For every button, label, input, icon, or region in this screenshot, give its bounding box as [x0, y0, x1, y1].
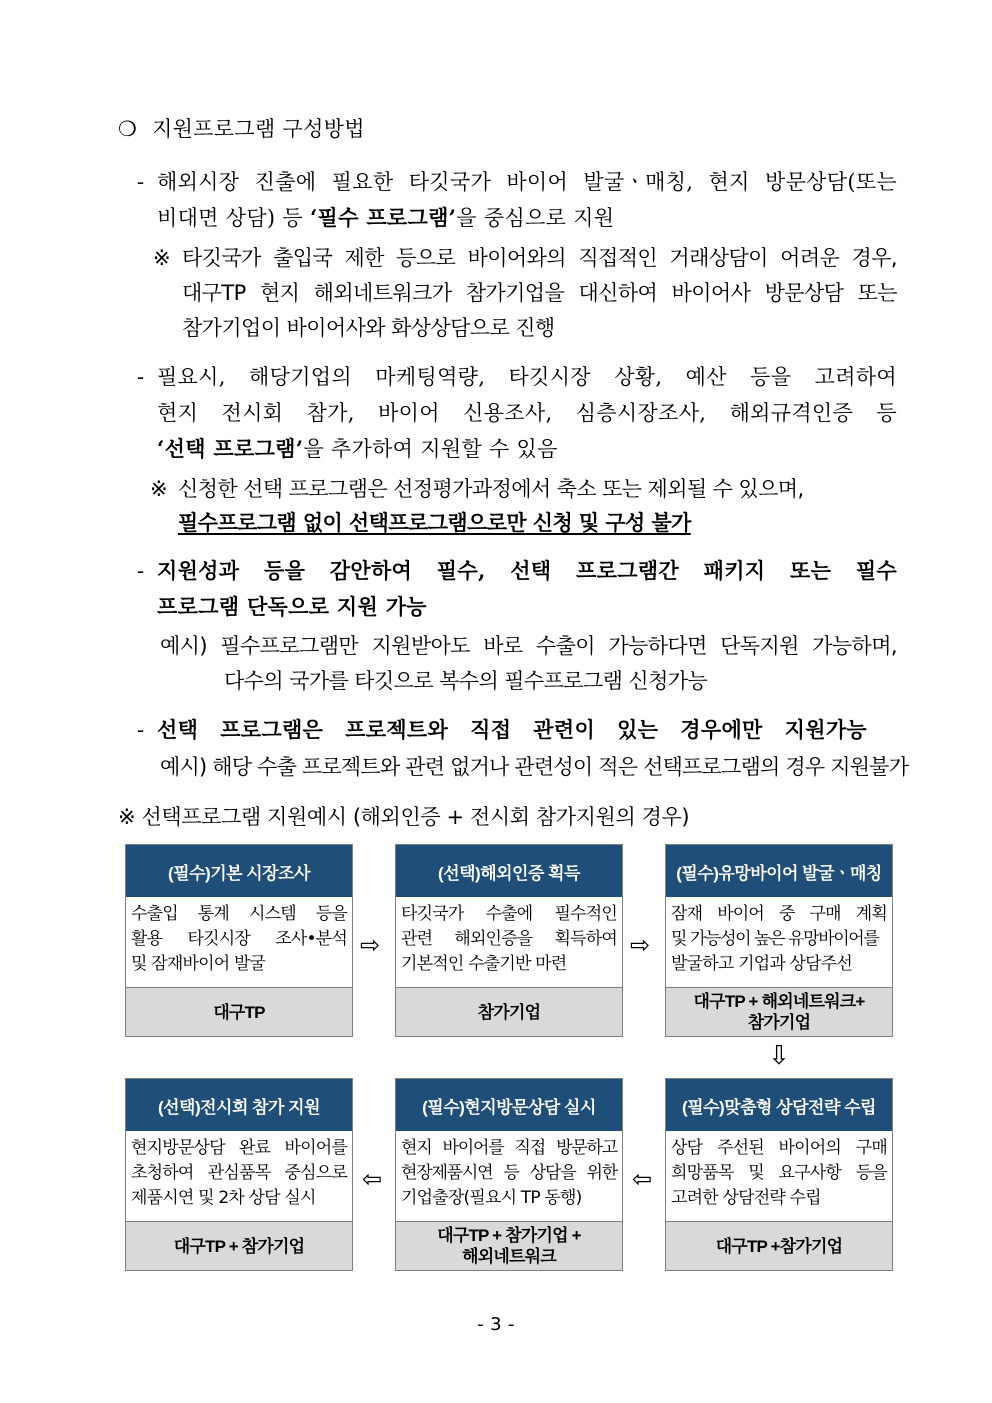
- flow-step-exhibition-support: [125, 1078, 353, 1271]
- flow-step-title: (필수)유망바이어 발굴ㆍ매칭: [666, 845, 892, 897]
- item-2-note-line-1: 신청한 선택 프로그램은 선정평가과정에서 축소 또는 제외될 수 있으며,: [178, 477, 804, 501]
- section-bullet: ❍: [118, 117, 138, 141]
- flow-step-basic-market-research: [125, 844, 353, 1037]
- item-2-line-2: 현지 전시회 참가, 바이어 신용조사, 심층시장조사, 해외규격인증 등: [157, 401, 897, 425]
- page-number: - 3 -: [477, 1314, 515, 1335]
- item-1-note-mark: ※: [153, 246, 171, 270]
- left-arrow-icon: ⇦: [632, 1165, 653, 1193]
- item-3-line-1: 지원성과 등을 감안하여 필수, 선택 프로그램간 패키지 또는 필수: [157, 558, 897, 583]
- flow-step-description: 현지방문상담 완료 바이어를 초청하여 관심품목 중심으로 제품시연 및 2차 상담 실시: [131, 1138, 347, 1208]
- flow-step-overseas-certification: [395, 844, 623, 1037]
- item-3-line-2: 프로그램 단독으로 지원 가능: [157, 594, 427, 619]
- item-3-dash: -: [137, 559, 145, 583]
- item-2-line-3: ‘선택 프로그램’을 추가하여 지원할 수 있음: [157, 436, 558, 461]
- flow-step-owner: 대구TP: [126, 987, 352, 1036]
- example-caption: ※ 선택프로그램 지원예시 (해외인증 + 전시회 참가지원의 경우): [118, 805, 690, 829]
- item-4-line-1: 선택 프로그램은 프로젝트와 직접 관련이 있는 경우에만 지원가능: [157, 717, 867, 742]
- item-1-note-line-3: 참가기업이 바이어사와 화상상담으로 진행: [182, 316, 555, 340]
- item-4-dash: -: [137, 718, 145, 742]
- item-1-dash: -: [137, 170, 145, 194]
- item-2-note-mark: ※: [150, 477, 168, 501]
- flow-step-consultation-strategy: [665, 1078, 893, 1271]
- flow-step-buyer-matching: [665, 844, 893, 1037]
- item-1-line-1: 해외시장 진출에 필요한 타깃국가 바이어 발굴ㆍ매칭, 현지 방문상담(또는: [157, 170, 897, 194]
- item-2-note-line-2: 필수프로그램 없이 선택프로그램으로만 신청 및 구성 불가: [178, 511, 691, 535]
- flow-step-title: (선택)해외인증 획득: [396, 845, 622, 897]
- item-1-line-2: 비대면 상담) 등 ‘필수 프로그램’을 중심으로 지원: [157, 205, 615, 230]
- section-title: 지원프로그램 구성방법: [152, 117, 365, 141]
- flow-step-description: 현지 바이어를 직접 방문하고 현장제품시연 등 상담을 위한 기업출장(필요시 TP 동행): [401, 1138, 617, 1208]
- right-arrow-icon: ⇨: [630, 931, 651, 959]
- flow-step-title: (필수)맞춤형 상담전략 수립: [666, 1079, 892, 1131]
- flow-step-title: (선택)전시회 참가 지원: [126, 1079, 352, 1131]
- flow-step-onsite-consultation: [395, 1078, 623, 1271]
- flow-step-owner: 대구TP + 참가기업 + 해외네트워크: [396, 1221, 622, 1270]
- item-2-dash: -: [137, 365, 145, 389]
- item-3-example-line-2: 다수의 국가를 타깃으로 복수의 필수프로그램 신청가능: [224, 669, 708, 693]
- flow-step-description: 상담 주선된 바이어의 구매 희망품목 및 요구사항 등을 고려한 상담전략 수립: [671, 1138, 887, 1208]
- right-arrow-icon: ⇨: [360, 931, 381, 959]
- item-2-optional-program: ‘선택 프로그램’: [157, 436, 304, 461]
- item-3-example-line-1: 예시) 필수프로그램만 지원받아도 바로 수출이 가능하다면 단독지원 가능하며,: [160, 634, 897, 658]
- down-arrow-icon: ⇩: [768, 1041, 790, 1071]
- flow-step-title: (필수)기본 시장조사: [126, 845, 352, 897]
- flow-step-description: 수출입 통계 시스템 등을 활용 타깃시장 조사•분석 및 잠재바이어 발굴: [131, 904, 347, 974]
- flow-step-owner: 대구TP + 참가기업: [126, 1221, 352, 1270]
- item-1-required-program: ‘필수 프로그램’: [309, 205, 457, 230]
- item-1-note-line-2: 대구TP 현지 해외네트워크가 참가기업을 대신하여 바이어사 방문상담 또는: [182, 281, 897, 305]
- flow-step-owner: 대구TP + 해외네트워크+ 참가기업: [666, 987, 892, 1036]
- item-2-line-1: 필요시, 해당기업의 마케팅역량, 타깃시장 상황, 예산 등을 고려하여: [157, 365, 897, 389]
- flow-step-title: (필수)현지방문상담 실시: [396, 1079, 622, 1131]
- flow-step-owner: 참가기업: [396, 987, 622, 1036]
- left-arrow-icon: ⇦: [362, 1165, 383, 1193]
- flow-step-description: 타깃국가 수출에 필수적인 관련 해외인증을 획득하여 기본적인 수출기반 마련: [401, 904, 617, 974]
- flow-step-owner: 대구TP +참가기업: [666, 1221, 892, 1270]
- item-4-example-line-1: 예시) 해당 수출 프로젝트와 관련 없거나 관련성이 적은 선택프로그램의 경우 지원불가: [160, 755, 909, 779]
- flow-step-description: 잠재 바이어 중 구매 계획 및 가능성이 높은 유망바이어를 발굴하고 기업과 상담주선: [671, 904, 887, 974]
- item-1-note-line-1: 타깃국가 출입국 제한 등으로 바이어와의 직접적인 거래상담이 어려운 경우,: [182, 246, 897, 270]
